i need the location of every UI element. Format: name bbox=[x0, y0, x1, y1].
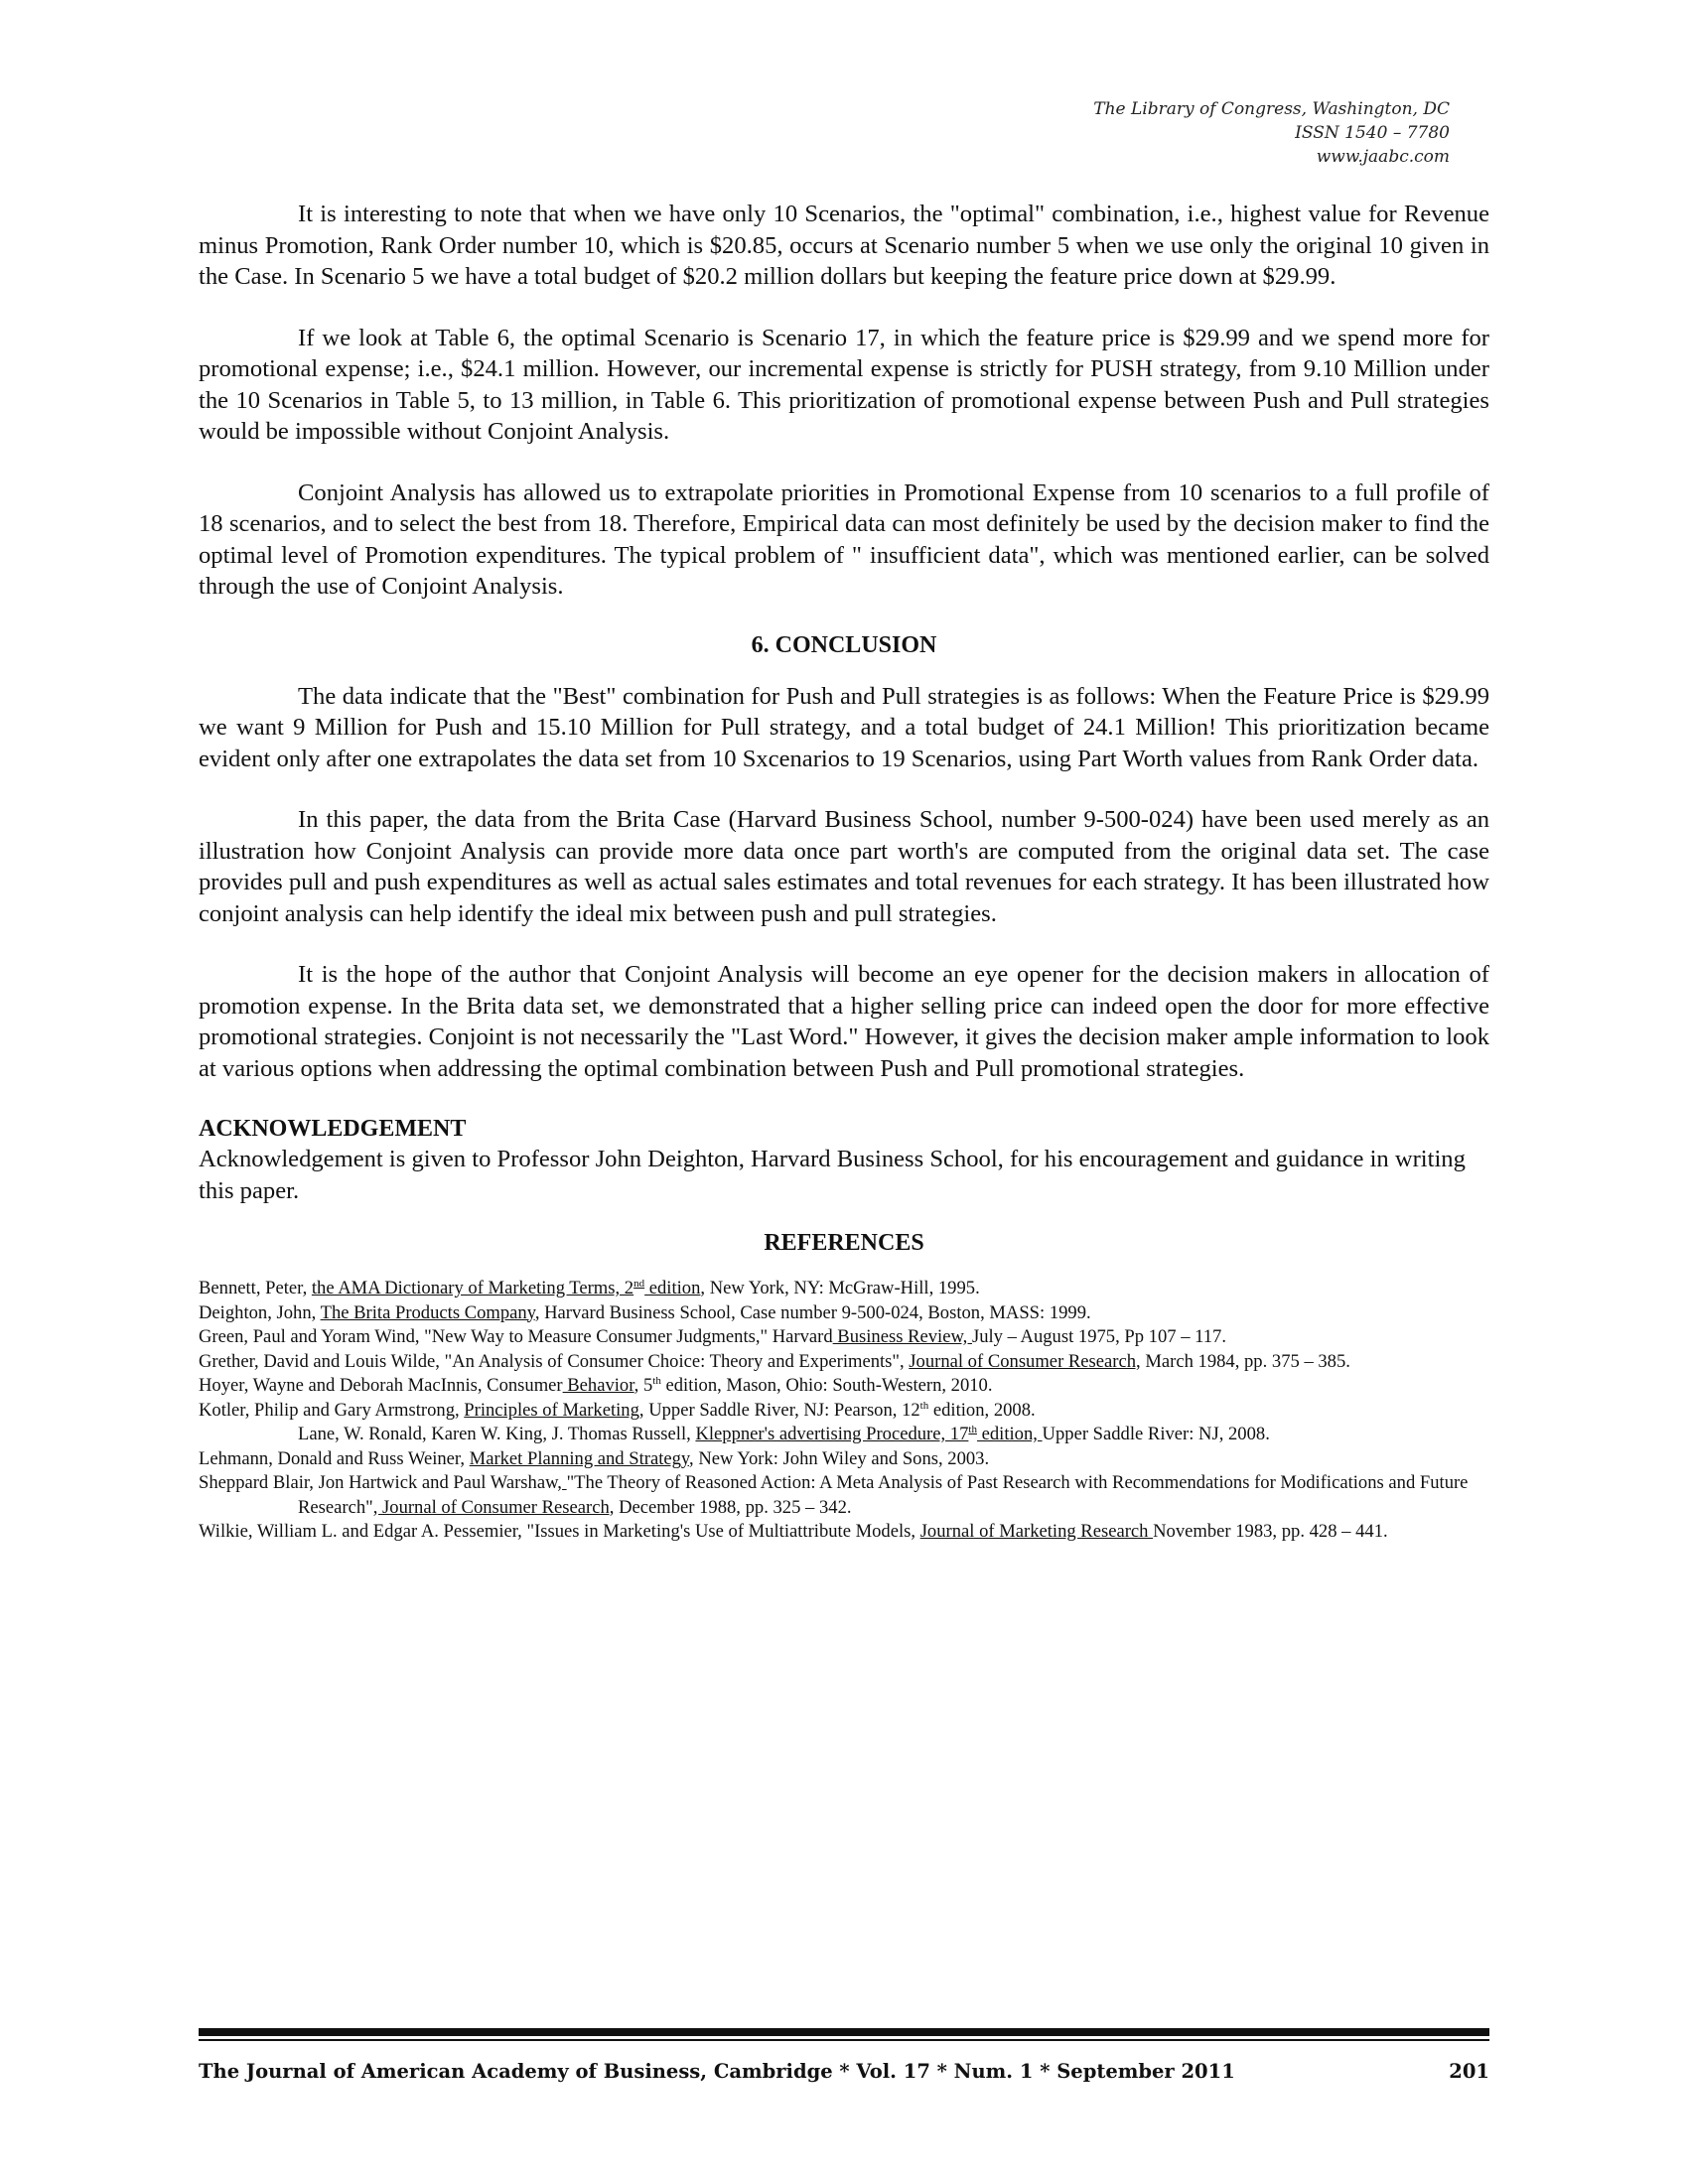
reference-item: Grether, David and Louis Wilde, "An Analysis of Consumer Choice: Theory and Experiments", Journal of Consumer Research, March 1984, pp. 375 – 385. bbox=[199, 1350, 1350, 1372]
footer-rule-thin bbox=[199, 2039, 1489, 2041]
conclusion-paragraph: It is the hope of the author that Conjoint Analysis will become an eye opener for the decision makers in allocation of promotion expense. In the Brita data set, we demonstrated that a higher selling price can indeed open the door for more effective promotional strategies. Conjoint is not necessarily the "Last Word." However, it gives the decision maker ample information to look at various options when addressing the optimal combination between Push and Pull promotional strategies. bbox=[199, 961, 1489, 1082]
reference-item: Green, Paul and Yoram Wind, "New Way to Measure Consumer Judgments," Harvard Business Review, July – August 1975, Pp 107 – 117. bbox=[199, 1326, 1227, 1347]
reference-item: Lane, W. Ronald, Karen W. King, J. Thomas Russell, Kleppner's advertising Procedure, 17th edition, Upper Saddle River: NJ, 2008. bbox=[298, 1423, 1270, 1444]
footer-rule-thick bbox=[199, 2028, 1489, 2036]
conclusion-paragraph: The data indicate that the "Best" combination for Push and Pull strategies is as follows: When the Feature Price is $29.99 we want 9 Million for Push and 15.10 Million for Pull strategy, and a total budget of 24.1 Million! This prioritization became evident only after one extrapolates the data set from 10 Sxcenarios to 19 Scenarios, using Part Worth values from Rank Order data. bbox=[199, 682, 1489, 772]
reference-item: Bennett, Peter, the AMA Dictionary of Marketing Terms, 2nd edition, New York, NY: McGraw-Hill, 1995. bbox=[199, 1277, 980, 1298]
reference-item: Kotler, Philip and Gary Armstrong, Principles of Marketing, Upper Saddle River, NJ: Pearson, 12th edition, 2008. bbox=[199, 1399, 1036, 1421]
footer-journal: The Journal of American Academy of Business, Cambridge * Vol. 17 * Num. 1 * September 2011 bbox=[199, 2060, 1235, 2083]
acknowledgement-text: Acknowledgement is given to Professor John Deighton, Harvard Business School, for his encouragement and guidance in writing this paper. bbox=[199, 1146, 1466, 1204]
header-library: The Library of Congress, Washington, DC bbox=[1093, 99, 1450, 119]
conclusion-paragraph: In this paper, the data from the Brita Case (Harvard Business School, number 9-500-024) have been used merely as an illustration how Conjoint Analysis can provide more data once part worth's are computed from the original data set. The case provides pull and push expenditures as well as actual sales estimates and total revenues for each strategy. It has been illustrated how conjoint analysis can help identify the ideal mix between push and pull strategies. bbox=[199, 806, 1489, 927]
header-issn: ISSN 1540 – 7780 bbox=[1295, 123, 1450, 143]
running-header bbox=[854, 97, 1450, 169]
reference-item: Deighton, John, The Brita Products Company, Harvard Business School, Case number 9-500-024, Boston, MASS: 1999. bbox=[199, 1301, 1091, 1323]
page-number: 201 bbox=[1449, 2060, 1489, 2083]
reference-item: Wilkie, William L. and Edgar A. Pessemier, "Issues in Marketing's Use of Multiattribute Models, Journal of Marketing Research November 1983, pp. 428 – 441. bbox=[199, 1521, 1388, 1542]
reference-item: Sheppard Blair, Jon Hartwick and Paul Warshaw, "The Theory of Reasoned Action: A Meta Analysis of Past Research with Recommendations for Modifications and Future Research", Journal of Consumer Research, December 1988, pp. 325 – 342. bbox=[199, 1472, 1469, 1518]
conclusion-heading: 6. CONCLUSION bbox=[751, 631, 937, 658]
acknowledgement-heading: ACKNOWLEDGEMENT bbox=[199, 1116, 467, 1142]
header-url: www.jaabc.com bbox=[1316, 147, 1450, 167]
references-heading: REFERENCES bbox=[764, 1230, 924, 1256]
body-paragraph: Conjoint Analysis has allowed us to extrapolate priorities in Promotional Expense from 10 scenarios to a full profile of 18 scenarios, and to select the best from 18. Therefore, Empirical data can most definitely be used by the decision maker to find the optimal level of Promotion expenditures. The typical problem of " insufficient data", which was mentioned earlier, can be solved through the use of Conjoint Analysis. bbox=[199, 478, 1489, 600]
main-content bbox=[199, 199, 1489, 1545]
body-paragraph: If we look at Table 6, the optimal Scenario is Scenario 17, in which the feature price is $29.99 and we spend more for promotional expense; i.e., $24.1 million. However, our incremental expense is strictly for PUSH strategy, from 9.10 Million under the 10 Scenarios in Table 5, to 13 million, in Table 6. This prioritization of promotional expense between Push and Pull strategies would be impossible without Conjoint Analysis. bbox=[199, 324, 1489, 445]
reference-item: Lehmann, Donald and Russ Weiner, Market Planning and Strategy, New York: John Wiley and Sons, 2003. bbox=[199, 1447, 990, 1469]
reference-item: Hoyer, Wayne and Deborah MacInnis, Consumer Behavior, 5th edition, Mason, Ohio: South-Western, 2010. bbox=[199, 1374, 993, 1396]
body-paragraph: It is interesting to note that when we have only 10 Scenarios, the "optimal" combination, i.e., highest value for Revenue minus Promotion, Rank Order number 10, which is $20.85, occurs at Scenario number 5 when we use only the original 10 given in the Case. In Scenario 5 we have a total budget of $20.2 million dollars but keeping the feature price down at $29.99. bbox=[199, 201, 1489, 290]
